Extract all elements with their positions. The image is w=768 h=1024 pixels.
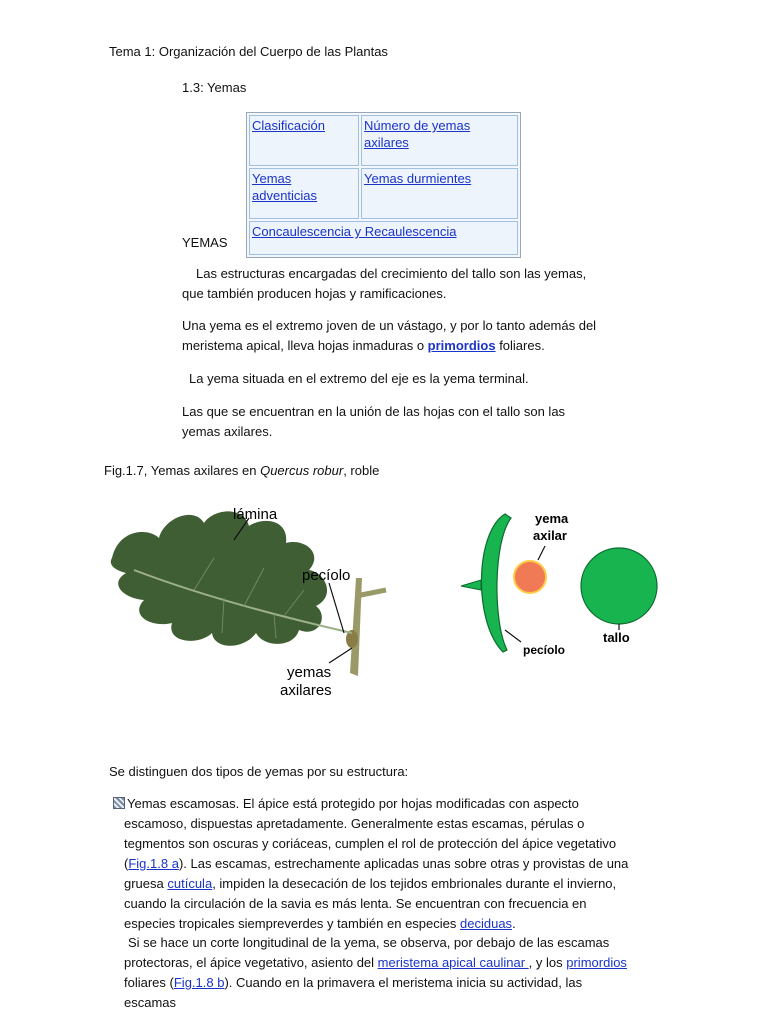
link-yemas-durmientes[interactable]: Yemas durmientes xyxy=(364,171,472,186)
axillary-bud-circle xyxy=(514,561,546,593)
nav-table xyxy=(246,112,521,258)
label-axilar: axilar xyxy=(533,528,567,543)
link-primordios-2[interactable]: primordios xyxy=(566,955,627,970)
label-yema: yema xyxy=(535,511,569,526)
label-axilares: axilares xyxy=(280,682,332,699)
link-concaulescencia[interactable]: Concaulescencia y Recaulescencia xyxy=(252,224,457,239)
leaf-blade xyxy=(111,511,327,645)
pointer-peciolo-diagram xyxy=(505,630,521,642)
oak-leaf-figure xyxy=(104,498,394,708)
link-deciduas[interactable]: deciduas xyxy=(460,916,513,931)
link-fig-1-8-a[interactable]: Fig.1.8 a xyxy=(128,856,179,871)
link-fig-1-8-b[interactable]: Fig.1.8 b xyxy=(173,975,225,990)
label-yemas: yemas xyxy=(287,664,332,681)
link-primordios[interactable]: primordios xyxy=(427,338,496,353)
label-tallo: tallo xyxy=(603,630,630,645)
paragraph-1: Las estructuras encargadas del crecimiento del tallo son las yemas, que también producen hojas y ramificaciones. xyxy=(182,266,587,301)
content-heading: YEMAS xyxy=(182,235,228,250)
bullet-escamosas: Yemas escamosas. El ápice está protegido por hojas modificadas con aspecto escamoso, dispuestas apretadamente. Generalmente estas escamas, pérulas o tegmentos son oscuras y coriáceas, cumplen el rol de protección del ápice vegetativo (Fig.1.8 a). Las escamas, estrechamente aplicadas unas sobre otras y provistas de una gruesa cutícula, impiden la desecación de los tejidos embrionales durante el invierno, cuando la circulación de la savia es más lenta. Se encuentran con frecuencia en especies tropicales siempreverdes y también en especies deciduas. xyxy=(113,794,639,934)
bullet-icon xyxy=(113,797,125,809)
paragraph-4: Las que se encuentran en la unión de las hojas con el tallo son las yemas axilares. xyxy=(182,404,566,439)
section-title: 1.3: Yemas xyxy=(182,80,247,95)
link-meristema-apical[interactable]: meristema apical caulinar xyxy=(377,955,529,970)
link-clasificacion[interactable]: Clasificación xyxy=(252,118,325,133)
section2-intro: Se distinguen dos tipos de yemas por su estructura: xyxy=(109,764,409,779)
stem-circle xyxy=(581,548,657,624)
paragraph-3: La yema situada en el extremo del eje es la yema terminal. xyxy=(189,371,529,386)
label-lamina: lámina xyxy=(233,506,278,523)
pointer-yemas xyxy=(329,648,352,663)
petiole-tip xyxy=(461,580,481,590)
figure-caption: Fig.1.7, Yemas axilares en Quercus robur, roble xyxy=(104,463,380,478)
pointer-yema-axilar xyxy=(538,546,545,560)
link-yemas-adventicias[interactable]: Yemas adventicias xyxy=(252,171,318,203)
paragraph-corte-longitudinal: Si se hace un corte longitudinal de la yema, se observa, por debajo de las escamas protectoras, el ápice vegetativo, asiento del meristema apical caulinar , y los primordios foliares (Fig.1.8 b). Cuando en la primavera el meristema inicia su actividad, las escamas xyxy=(124,935,627,1010)
label-peciolo-photo: pecíolo xyxy=(302,567,351,584)
link-numero-yemas-axilares[interactable]: Número de yemas axilares xyxy=(364,118,471,150)
paragraph-2: Una yema es el extremo joven de un vástago, y por lo tanto además del meristema apical, lleva hojas inmaduras o primordios foliares. xyxy=(182,318,597,353)
label-peciolo-diagram: pecíolo xyxy=(523,643,566,657)
document-title: Tema 1: Organización del Cuerpo de las Plantas xyxy=(109,44,388,59)
bud-diagram xyxy=(455,502,675,672)
link-cuticula[interactable]: cutícula xyxy=(167,876,213,891)
pointer-peciolo xyxy=(329,583,344,633)
